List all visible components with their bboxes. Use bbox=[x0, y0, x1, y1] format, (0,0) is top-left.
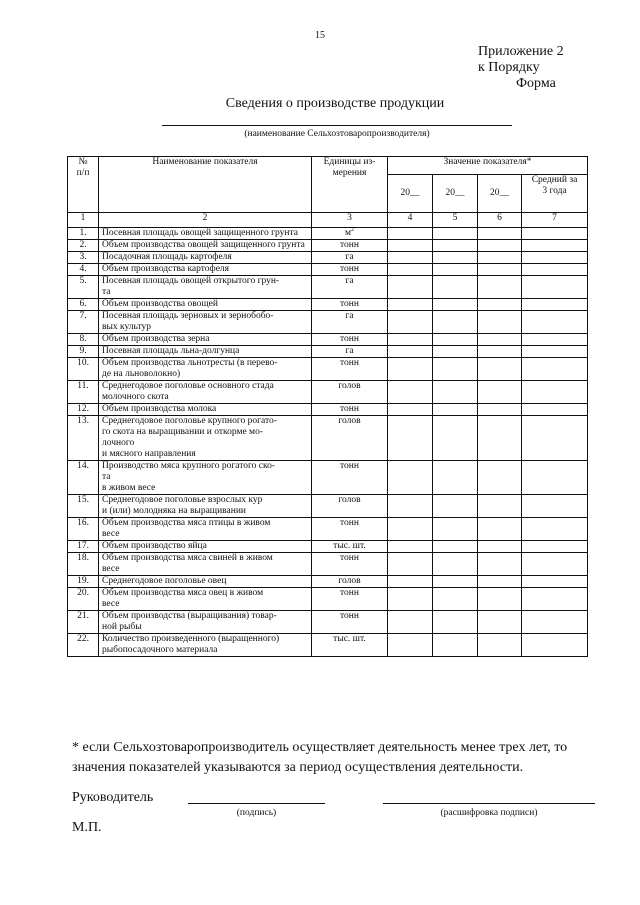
value-year-1-cell[interactable] bbox=[388, 611, 433, 634]
table-row bbox=[68, 334, 588, 346]
value-year-3-cell[interactable] bbox=[478, 404, 522, 416]
value-year-1-cell[interactable] bbox=[388, 495, 433, 518]
value-year-1-cell[interactable] bbox=[388, 311, 433, 334]
value-year-1-cell[interactable] bbox=[388, 358, 433, 381]
row-indicator-text: Среднегодовое поголовье взрослых кур и (или) молодняка на выращивании bbox=[102, 495, 263, 516]
row-unit bbox=[312, 264, 388, 276]
table-row bbox=[68, 311, 588, 334]
value-average-cell[interactable] bbox=[522, 311, 588, 334]
header-average-text: Средний за 3 года bbox=[531, 175, 578, 196]
row-unit-text: голов bbox=[338, 381, 361, 391]
value-year-1-cell[interactable] bbox=[388, 334, 433, 346]
col-number: 2 bbox=[99, 213, 312, 228]
value-average-cell[interactable] bbox=[522, 358, 588, 381]
row-indicator-name bbox=[99, 264, 312, 276]
row-indicator-name bbox=[99, 358, 312, 381]
row-unit bbox=[312, 518, 388, 541]
value-year-1-cell[interactable] bbox=[388, 553, 433, 576]
value-year-3-cell[interactable] bbox=[478, 381, 522, 404]
row-indicator-text: Объем производства овощей защищенного грунта bbox=[102, 240, 305, 250]
header-year-1: 20__ bbox=[388, 175, 433, 213]
value-year-3-cell[interactable] bbox=[478, 252, 522, 264]
table-row bbox=[68, 588, 588, 611]
value-year-2-cell[interactable] bbox=[433, 541, 478, 553]
value-year-1-cell[interactable] bbox=[388, 228, 433, 240]
row-unit bbox=[312, 276, 388, 299]
row-indicator-text: Среднегодовое поголовье овец bbox=[102, 576, 227, 586]
producer-name-caption: (наименование Сельхозтоваропроизводителя) bbox=[244, 129, 430, 139]
row-indicator-text: Объем производства молока bbox=[102, 404, 217, 414]
value-average-cell[interactable] bbox=[522, 240, 588, 252]
value-year-2-cell[interactable] bbox=[433, 240, 478, 252]
value-average-cell[interactable] bbox=[522, 518, 588, 541]
row-unit bbox=[312, 311, 388, 334]
document-title: Сведения о производстве продукции bbox=[225, 96, 445, 111]
header-num bbox=[68, 157, 99, 213]
value-year-3-cell[interactable] bbox=[478, 416, 522, 461]
row-number: 10. bbox=[68, 358, 99, 381]
table-row bbox=[68, 228, 588, 240]
row-number: 18. bbox=[68, 553, 99, 576]
row-indicator-text: Объем производства зерна bbox=[102, 334, 210, 344]
annex-line-2: к Порядку bbox=[478, 60, 540, 75]
row-unit-text: тонн bbox=[340, 264, 359, 274]
row-unit-text: тонн bbox=[340, 299, 359, 309]
row-unit bbox=[312, 588, 388, 611]
row-unit bbox=[312, 381, 388, 404]
table-row bbox=[68, 299, 588, 311]
header-name-text: Наименование показателя bbox=[152, 157, 258, 167]
row-indicator-text: Объем производства льнотресты (в перево- де на льноволокно) bbox=[102, 358, 278, 379]
value-year-1-cell[interactable] bbox=[388, 588, 433, 611]
row-number: 15. bbox=[68, 495, 99, 518]
row-unit-text: тыс. шт. bbox=[333, 634, 366, 644]
row-number: 8. bbox=[68, 334, 99, 346]
value-year-3-cell[interactable] bbox=[478, 553, 522, 576]
col-number: 1 bbox=[68, 213, 99, 228]
row-number: 20. bbox=[68, 588, 99, 611]
row-indicator-name bbox=[99, 541, 312, 553]
production-table bbox=[67, 156, 588, 657]
row-indicator-text: Среднегодовое поголовье основного стада молочного скота bbox=[102, 381, 274, 402]
table-row bbox=[68, 541, 588, 553]
value-year-2-cell[interactable] bbox=[433, 228, 478, 240]
row-unit-text: тыс. шт. bbox=[333, 541, 366, 551]
value-year-3-cell[interactable] bbox=[478, 299, 522, 311]
table-row bbox=[68, 276, 588, 299]
value-year-3-cell[interactable] bbox=[478, 518, 522, 541]
annex-block bbox=[478, 44, 564, 92]
value-average-cell[interactable] bbox=[522, 495, 588, 518]
header-name bbox=[99, 157, 312, 213]
value-year-1-cell[interactable] bbox=[388, 416, 433, 461]
value-year-3-cell[interactable] bbox=[478, 634, 522, 657]
table-row bbox=[68, 346, 588, 358]
value-year-1-cell[interactable] bbox=[388, 264, 433, 276]
row-unit-text: тонн bbox=[340, 553, 359, 563]
value-average-cell[interactable] bbox=[522, 334, 588, 346]
row-unit-text: м bbox=[344, 228, 351, 238]
row-indicator-name bbox=[99, 416, 312, 461]
value-year-3-cell[interactable] bbox=[478, 311, 522, 334]
footnote: * если Сельхозтоваропроизводитель осуществляет деятельность менее трех лет, то значения показателей указываются за период осуществления деятельности. bbox=[72, 740, 568, 775]
header-unit bbox=[312, 157, 388, 213]
value-year-2-cell[interactable] bbox=[433, 461, 478, 495]
value-average-cell[interactable] bbox=[522, 252, 588, 264]
row-unit-text: голов bbox=[338, 495, 361, 505]
value-average-cell[interactable] bbox=[522, 264, 588, 276]
row-unit-text: тонн bbox=[340, 611, 359, 621]
row-number: 4. bbox=[68, 264, 99, 276]
value-year-1-cell[interactable] bbox=[388, 541, 433, 553]
value-average-cell[interactable] bbox=[522, 228, 588, 240]
value-average-cell[interactable] bbox=[522, 381, 588, 404]
row-indicator-text: Объем производство яйца bbox=[102, 541, 207, 551]
value-average-cell[interactable] bbox=[522, 553, 588, 576]
value-year-1-cell[interactable] bbox=[388, 276, 433, 299]
row-indicator-text: Объем производства картофеля bbox=[102, 264, 230, 274]
value-year-2-cell[interactable] bbox=[433, 634, 478, 657]
row-indicator-name bbox=[99, 588, 312, 611]
value-year-2-cell[interactable] bbox=[433, 358, 478, 381]
row-indicator-text: Среднегодовое поголовье крупного рогато- го скота на выращивании и откорме мо- лочного и мясного направления bbox=[102, 416, 277, 459]
value-year-3-cell[interactable] bbox=[478, 228, 522, 240]
row-unit bbox=[312, 461, 388, 495]
row-unit-text: тонн bbox=[340, 518, 359, 528]
row-indicator-name bbox=[99, 346, 312, 358]
row-unit bbox=[312, 553, 388, 576]
row-unit-text: тонн bbox=[340, 358, 359, 368]
value-average-cell[interactable] bbox=[522, 276, 588, 299]
value-year-3-cell[interactable] bbox=[478, 346, 522, 358]
value-average-cell[interactable] bbox=[522, 634, 588, 657]
row-indicator-name bbox=[99, 228, 312, 240]
row-unit bbox=[312, 252, 388, 264]
row-unit bbox=[312, 240, 388, 252]
annex-line-3: Форма bbox=[516, 76, 556, 91]
table-row bbox=[68, 461, 588, 495]
row-unit bbox=[312, 611, 388, 634]
row-indicator-text: Объем производства мяса овец в живом весе bbox=[102, 588, 264, 609]
row-unit bbox=[312, 495, 388, 518]
value-average-cell[interactable] bbox=[522, 576, 588, 588]
stamp-label: М.П. bbox=[72, 820, 102, 835]
row-indicator-name bbox=[99, 576, 312, 588]
row-unit-text: тонн bbox=[340, 334, 359, 344]
value-average-cell[interactable] bbox=[522, 588, 588, 611]
row-unit bbox=[312, 634, 388, 657]
row-indicator-name bbox=[99, 311, 312, 334]
value-year-3-cell[interactable] bbox=[478, 276, 522, 299]
row-unit-text: тонн bbox=[340, 588, 359, 598]
row-indicator-text: Объем производства (выращивания) товар- ной рыбы bbox=[102, 611, 277, 632]
row-number: 11. bbox=[68, 381, 99, 404]
row-unit bbox=[312, 346, 388, 358]
value-year-2-cell[interactable] bbox=[433, 495, 478, 518]
col-number: 3 bbox=[312, 213, 388, 228]
row-indicator-text: Количество произведенного (выращенного) рыбопосадочного материала bbox=[102, 634, 280, 655]
row-number: 3. bbox=[68, 252, 99, 264]
row-indicator-text: Посадочная площадь картофеля bbox=[102, 252, 232, 262]
row-unit-text: тонн bbox=[340, 240, 359, 250]
value-year-2-cell[interactable] bbox=[433, 611, 478, 634]
row-number: 14. bbox=[68, 461, 99, 495]
row-indicator-name bbox=[99, 634, 312, 657]
row-number: 5. bbox=[68, 276, 99, 299]
table-row bbox=[68, 264, 588, 276]
producer-name-line[interactable] bbox=[162, 125, 512, 126]
header-year-2: 20__ bbox=[433, 175, 478, 213]
col-number: 4 bbox=[388, 213, 433, 228]
value-year-3-cell[interactable] bbox=[478, 541, 522, 553]
table-row bbox=[68, 240, 588, 252]
value-year-2-cell[interactable] bbox=[433, 346, 478, 358]
header-value-text: Значение показателя* bbox=[443, 157, 532, 167]
row-number: 1. bbox=[68, 228, 99, 240]
value-year-3-cell[interactable] bbox=[478, 334, 522, 346]
row-unit-text: га bbox=[345, 252, 354, 262]
row-unit bbox=[312, 358, 388, 381]
row-unit-text: тонн bbox=[340, 461, 359, 471]
row-unit bbox=[312, 541, 388, 553]
value-year-1-cell[interactable] bbox=[388, 299, 433, 311]
value-year-3-cell[interactable] bbox=[478, 588, 522, 611]
signature-label: Руководитель bbox=[72, 790, 154, 805]
row-indicator-name bbox=[99, 518, 312, 541]
row-indicator-name bbox=[99, 461, 312, 495]
table-row bbox=[68, 404, 588, 416]
value-average-cell[interactable] bbox=[522, 416, 588, 461]
row-indicator-name bbox=[99, 240, 312, 252]
row-unit-text: голов bbox=[338, 416, 361, 426]
value-year-2-cell[interactable] bbox=[433, 416, 478, 461]
value-average-cell[interactable] bbox=[522, 611, 588, 634]
row-indicator-text: Производство мяса крупного рогатого ско- та в живом весе bbox=[102, 461, 276, 493]
row-indicator-name bbox=[99, 252, 312, 264]
col-number: 5 bbox=[433, 213, 478, 228]
row-number: 12. bbox=[68, 404, 99, 416]
table-row bbox=[68, 358, 588, 381]
row-number: 17. bbox=[68, 541, 99, 553]
value-year-2-cell[interactable] bbox=[433, 588, 478, 611]
value-year-1-cell[interactable] bbox=[388, 461, 433, 495]
row-unit-text: га bbox=[345, 311, 354, 321]
signature-caption: (подпись) bbox=[236, 808, 277, 818]
value-year-2-cell[interactable] bbox=[433, 381, 478, 404]
value-year-2-cell[interactable] bbox=[433, 252, 478, 264]
signature-line[interactable] bbox=[188, 803, 325, 804]
row-unit-text: голов bbox=[338, 576, 361, 586]
row-indicator-name bbox=[99, 334, 312, 346]
page-number: 15 bbox=[315, 30, 325, 41]
value-year-1-cell[interactable] bbox=[388, 252, 433, 264]
row-indicator-text: Посевная площадь овощей открытого грун- та bbox=[102, 276, 280, 297]
row-number: 19. bbox=[68, 576, 99, 588]
row-indicator-text: Объем производства овощей bbox=[102, 299, 218, 309]
value-year-2-cell[interactable] bbox=[433, 576, 478, 588]
row-number: 9. bbox=[68, 346, 99, 358]
value-year-3-cell[interactable] bbox=[478, 495, 522, 518]
col-number: 7 bbox=[522, 213, 588, 228]
row-number: 13. bbox=[68, 416, 99, 461]
header-value bbox=[388, 157, 588, 175]
row-unit bbox=[312, 404, 388, 416]
row-indicator-text: Объем производства мяса птицы в живом весе bbox=[102, 518, 271, 539]
value-year-2-cell[interactable] bbox=[433, 553, 478, 576]
row-indicator-text: Посевная площадь льна-долгунца bbox=[102, 346, 240, 356]
signature-decode-line[interactable] bbox=[383, 803, 595, 804]
value-average-cell[interactable] bbox=[522, 404, 588, 416]
row-number: 16. bbox=[68, 518, 99, 541]
value-year-1-cell[interactable] bbox=[388, 346, 433, 358]
table-row bbox=[68, 518, 588, 541]
row-indicator-name bbox=[99, 611, 312, 634]
value-year-1-cell[interactable] bbox=[388, 576, 433, 588]
value-year-1-cell[interactable] bbox=[388, 381, 433, 404]
value-year-3-cell[interactable] bbox=[478, 240, 522, 252]
value-average-cell[interactable] bbox=[522, 346, 588, 358]
table-row bbox=[68, 381, 588, 404]
row-unit bbox=[312, 228, 388, 240]
row-unit-text: га bbox=[345, 276, 354, 286]
table-row bbox=[68, 576, 588, 588]
row-indicator-name bbox=[99, 276, 312, 299]
row-number: 7. bbox=[68, 311, 99, 334]
table-row bbox=[68, 252, 588, 264]
header-num-text: № п/п bbox=[76, 157, 90, 178]
row-indicator-text: Посевная площадь овощей защищенного грунта bbox=[102, 228, 298, 238]
value-year-2-cell[interactable] bbox=[433, 404, 478, 416]
value-year-2-cell[interactable] bbox=[433, 518, 478, 541]
table-row bbox=[68, 416, 588, 461]
row-indicator-name bbox=[99, 381, 312, 404]
header-average bbox=[522, 175, 588, 213]
table-row bbox=[68, 611, 588, 634]
row-indicator-name bbox=[99, 553, 312, 576]
value-year-2-cell[interactable] bbox=[433, 276, 478, 299]
value-year-2-cell[interactable] bbox=[433, 264, 478, 276]
row-unit-superscript: 2 bbox=[351, 226, 354, 233]
row-indicator-text: Посевная площадь зерновых и зернобобо- вых культур bbox=[102, 311, 274, 332]
row-unit bbox=[312, 416, 388, 461]
value-year-2-cell[interactable] bbox=[433, 299, 478, 311]
row-unit bbox=[312, 576, 388, 588]
value-year-3-cell[interactable] bbox=[478, 576, 522, 588]
row-number: 21. bbox=[68, 611, 99, 634]
row-indicator-name bbox=[99, 299, 312, 311]
header-unit-text: Единицы из- мерения bbox=[323, 157, 376, 178]
header-year-3: 20__ bbox=[478, 175, 522, 213]
value-year-2-cell[interactable] bbox=[433, 334, 478, 346]
value-year-3-cell[interactable] bbox=[478, 358, 522, 381]
value-year-3-cell[interactable] bbox=[478, 264, 522, 276]
value-year-1-cell[interactable] bbox=[388, 404, 433, 416]
row-indicator-text: Объем производства мяса свиней в живом весе bbox=[102, 553, 273, 574]
value-year-3-cell[interactable] bbox=[478, 611, 522, 634]
row-indicator-name bbox=[99, 495, 312, 518]
row-unit-text: га bbox=[345, 346, 354, 356]
row-number: 22. bbox=[68, 634, 99, 657]
value-year-2-cell[interactable] bbox=[433, 311, 478, 334]
row-unit-text: тонн bbox=[340, 404, 359, 414]
value-year-1-cell[interactable] bbox=[388, 518, 433, 541]
column-number-row bbox=[68, 213, 588, 228]
col-number: 6 bbox=[478, 213, 522, 228]
value-average-cell[interactable] bbox=[522, 299, 588, 311]
value-year-3-cell[interactable] bbox=[478, 461, 522, 495]
value-year-1-cell[interactable] bbox=[388, 240, 433, 252]
row-number: 6. bbox=[68, 299, 99, 311]
signature-decode-caption: (расшифровка подписи) bbox=[440, 808, 538, 818]
row-unit bbox=[312, 334, 388, 346]
value-year-1-cell[interactable] bbox=[388, 634, 433, 657]
value-average-cell[interactable] bbox=[522, 461, 588, 495]
value-average-cell[interactable] bbox=[522, 541, 588, 553]
row-indicator-name bbox=[99, 404, 312, 416]
table-row bbox=[68, 553, 588, 576]
row-number: 2. bbox=[68, 240, 99, 252]
table-row bbox=[68, 634, 588, 657]
row-unit bbox=[312, 299, 388, 311]
table-row bbox=[68, 495, 588, 518]
annex-line-1: Приложение 2 bbox=[478, 44, 564, 59]
